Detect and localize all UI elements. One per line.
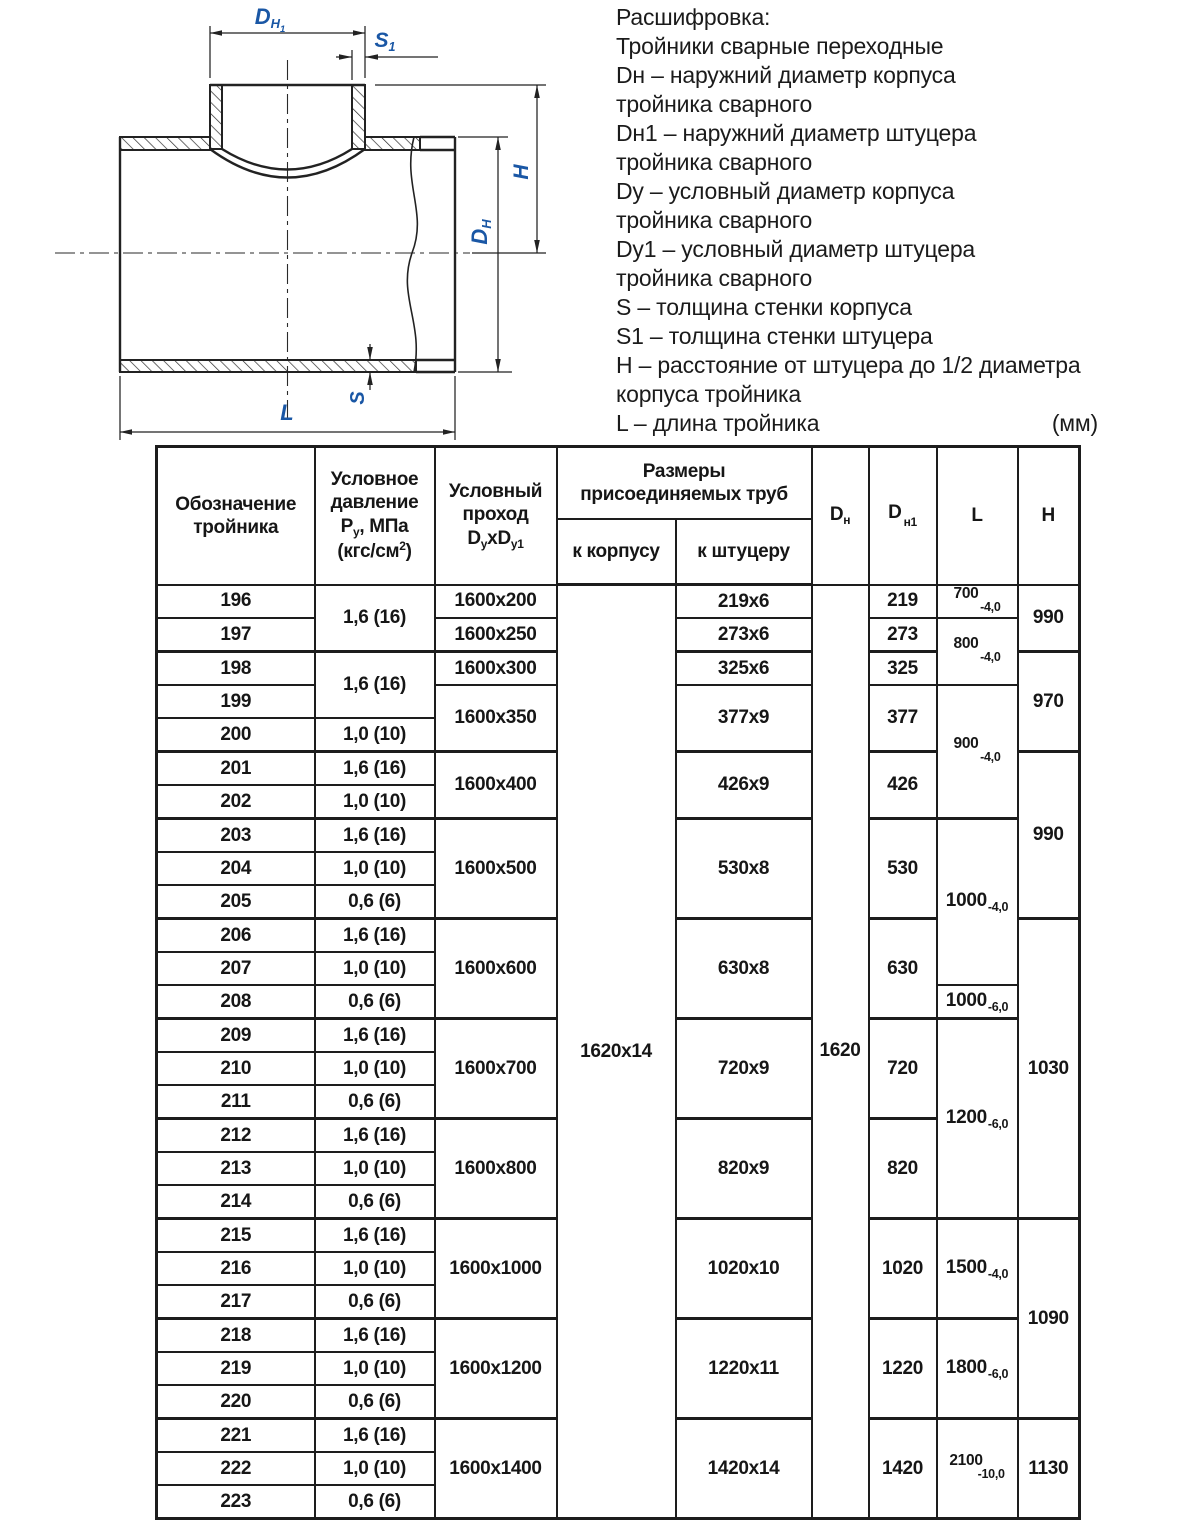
cell-designation-206: 206 <box>157 919 315 953</box>
cell-to_stub-215: 1020x10 <box>676 1219 812 1319</box>
cell-designation-220: 220 <box>157 1385 315 1419</box>
cell-passage-206: 1600x600 <box>435 919 557 1019</box>
table-row-196 <box>157 585 1080 619</box>
cell-designation-215: 215 <box>157 1219 315 1253</box>
cell-pressure-210: 1,0 (10) <box>315 1052 435 1085</box>
cell-to_stub-199: 377x9 <box>676 685 812 752</box>
cell-to_stub-196: 219x6 <box>676 585 812 619</box>
cell-dn1-206: 630 <box>869 919 937 1019</box>
cell-designation-199: 199 <box>157 685 315 718</box>
cell-pressure-207: 1,0 (10) <box>315 952 435 985</box>
label-h: H <box>510 164 533 180</box>
legend-line: Расшифровка: <box>616 4 771 30</box>
legend-line: Тройники сварные переходные <box>616 33 944 59</box>
cell-dn1-215: 1020 <box>869 1219 937 1319</box>
cell-designation-198: 198 <box>157 652 315 686</box>
header-passage: Условный проход $D_уxD_{у1}$ <box>435 447 557 585</box>
cell-designation-205: 205 <box>157 885 315 919</box>
cell-pressure-217: 0,6 (6) <box>315 1285 435 1319</box>
cell-h-196: 990 <box>1018 585 1080 652</box>
cell-l-203 <box>937 819 1018 986</box>
label-dn: DH <box>467 219 494 245</box>
cell-pressure-215: 1,6 (16) <box>315 1219 435 1253</box>
cell-to_stub-206: 630x8 <box>676 919 812 1019</box>
length-with-tolerance: 900 -4,0 <box>953 735 1001 764</box>
legend-l-text: L – длина тройника <box>616 410 820 436</box>
cell-passage-199: 1600x350 <box>435 685 557 752</box>
legend-line: тройника сварного <box>616 149 813 175</box>
cell-h-215: 1090 <box>1018 1219 1080 1419</box>
cell-pressure-216: 1,0 (10) <box>315 1252 435 1285</box>
cell-to_stub-197: 273x6 <box>676 618 812 652</box>
length-with-tolerance: $1500_{-4,0}$ <box>945 1256 1009 1281</box>
header-pressure: Условное давление $P_у$, МПа $(кгс/см^2)$ <box>315 447 435 585</box>
label-l: L <box>280 400 294 425</box>
cell-dn1-201: 426 <box>869 752 937 819</box>
cell-dn1-221: 1420 <box>869 1419 937 1519</box>
cell-pressure-208: 0,6 (6) <box>315 985 435 1019</box>
spec-table-body <box>157 585 1080 1519</box>
cell-passage-196: 1600x200 <box>435 585 557 619</box>
cell-pressure-204: 1,0 (10) <box>315 852 435 885</box>
cell-dn1-209: 720 <box>869 1019 937 1119</box>
cell-to_stub-212: 820x9 <box>676 1119 812 1219</box>
cell-h-206: 1030 <box>1018 919 1080 1219</box>
cell-designation-209: 209 <box>157 1019 315 1053</box>
cell-passage-198: 1600x300 <box>435 652 557 686</box>
cell-to_stub-198: 325x6 <box>676 652 812 686</box>
legend-line: тройника сварного <box>616 265 813 291</box>
cell-h-221: 1130 <box>1018 1419 1080 1519</box>
label-s: S <box>347 391 369 405</box>
cell-pressure-206: 1,6 (16) <box>315 919 435 953</box>
cell-l-197 <box>937 618 1018 685</box>
cell-l-208 <box>937 985 1018 1019</box>
cell-designation-221: 221 <box>157 1419 315 1453</box>
cell-dn-196: 1620 <box>812 585 869 1519</box>
label-dn1: DH1 <box>254 4 286 35</box>
cell-pressure-221: 1,6 (16) <box>315 1419 435 1453</box>
header-l: L <box>937 447 1018 585</box>
cell-l-218 <box>937 1319 1018 1419</box>
legend-units: (мм) <box>1051 410 1098 436</box>
legend-line <box>616 409 1098 438</box>
cell-passage-218: 1600x1200 <box>435 1319 557 1419</box>
cell-designation-222: 222 <box>157 1452 315 1485</box>
cell-l-221 <box>937 1419 1018 1519</box>
legend-line: S – толщина стенки корпуса <box>616 294 912 320</box>
cell-h-201: 990 <box>1018 752 1080 919</box>
cell-pressure-222: 1,0 (10) <box>315 1452 435 1485</box>
cell-to_body-196: 1620x14 <box>557 585 676 1519</box>
cell-pressure-202: 1,0 (10) <box>315 785 435 819</box>
legend-line: Dy1 – условный диаметр штуцера <box>616 236 976 262</box>
header-designation: Обозначение тройника <box>157 447 315 585</box>
legend-line: Dy – условный диаметр корпуса <box>616 178 955 204</box>
legend-line: H – расстояние от штуцера до 1/2 диаметра <box>616 352 1081 378</box>
cell-to_stub-221: 1420x14 <box>676 1419 812 1519</box>
header-to-stub: к штуцеру <box>676 519 812 585</box>
cell-dn1-218: 1220 <box>869 1319 937 1419</box>
cell-designation-208: 208 <box>157 985 315 1019</box>
cell-l-196 <box>937 585 1018 619</box>
legend-line: S1 – толщина стенки штуцера <box>616 323 933 349</box>
cell-pressure-223: 0,6 (6) <box>315 1485 435 1519</box>
length-with-tolerance: 2100 -10,0 <box>949 1452 1005 1481</box>
legend-line: Dн – наружний диаметр корпуса <box>616 62 956 88</box>
cell-dn1-198: 325 <box>869 652 937 686</box>
cell-designation-217: 217 <box>157 1285 315 1319</box>
cell-designation-223: 223 <box>157 1485 315 1519</box>
header-dn1: D $_{н1}$ <box>869 447 937 585</box>
cell-designation-207: 207 <box>157 952 315 985</box>
cell-dn1-197: 273 <box>869 618 937 652</box>
cell-l-199 <box>937 685 1018 819</box>
length-with-tolerance: $1000_{-4,0}$ <box>945 890 1009 915</box>
legend-line: Dн1 – наружний диаметр штуцера <box>616 120 977 146</box>
cell-designation-214: 214 <box>157 1185 315 1219</box>
spec-table <box>155 445 1081 1520</box>
cell-dn1-203: 530 <box>869 819 937 919</box>
cell-passage-197: 1600x250 <box>435 618 557 652</box>
cell-designation-211: 211 <box>157 1085 315 1119</box>
cell-pressure-218: 1,6 (16) <box>315 1319 435 1353</box>
cell-passage-209: 1600x700 <box>435 1019 557 1119</box>
pipe-break-line <box>407 137 417 372</box>
header-to-body: к корпусу <box>557 519 676 585</box>
cell-passage-201: 1600x400 <box>435 752 557 819</box>
cell-to_stub-203: 530x8 <box>676 819 812 919</box>
cell-to_stub-218: 1220x11 <box>676 1319 812 1419</box>
cell-l-209 <box>937 1019 1018 1219</box>
cell-pressure-211: 0,6 (6) <box>315 1085 435 1119</box>
pipe-walls <box>120 85 420 372</box>
cell-l-215 <box>937 1219 1018 1319</box>
cell-passage-215: 1600x1000 <box>435 1219 557 1319</box>
cell-designation-200: 200 <box>157 718 315 752</box>
length-with-tolerance: $1000_{-6,0}$ <box>945 989 1009 1014</box>
header-pipes-group: Размеры присоединяемых труб <box>557 447 812 519</box>
legend-line: тройника сварного <box>616 91 813 117</box>
cell-pressure-205: 0,6 (6) <box>315 885 435 919</box>
cell-passage-221: 1600x1400 <box>435 1419 557 1519</box>
cell-designation-212: 212 <box>157 1119 315 1153</box>
cell-pressure-209: 1,6 (16) <box>315 1019 435 1053</box>
cell-designation-203: 203 <box>157 819 315 853</box>
cell-pressure-196: 1,6 (16) <box>315 585 435 652</box>
cell-h-198: 970 <box>1018 652 1080 752</box>
cell-to_stub-201: 426x9 <box>676 752 812 819</box>
cell-pressure-203: 1,6 (16) <box>315 819 435 853</box>
header-h: H <box>1018 447 1080 585</box>
cell-pressure-220: 0,6 (6) <box>315 1385 435 1419</box>
label-s1: S1 <box>374 29 396 54</box>
cell-pressure-198: 1,6 (16) <box>315 652 435 719</box>
tee-drawing <box>40 0 600 445</box>
cell-designation-201: 201 <box>157 752 315 786</box>
cell-pressure-213: 1,0 (10) <box>315 1152 435 1185</box>
cell-designation-196: 196 <box>157 585 315 619</box>
cell-passage-212: 1600x800 <box>435 1119 557 1219</box>
spec-table-wrap <box>155 445 1081 1520</box>
cell-designation-213: 213 <box>157 1152 315 1185</box>
cell-to_stub-209: 720x9 <box>676 1019 812 1119</box>
legend <box>616 3 1098 438</box>
cell-dn1-196: 219 <box>869 585 937 619</box>
cell-designation-216: 216 <box>157 1252 315 1285</box>
cell-designation-202: 202 <box>157 785 315 819</box>
cell-designation-219: 219 <box>157 1352 315 1385</box>
legend-line: корпуса тройника <box>616 381 801 407</box>
length-with-tolerance: $1800_{-6,0}$ <box>945 1356 1009 1381</box>
cell-designation-204: 204 <box>157 852 315 885</box>
cell-pressure-212: 1,6 (16) <box>315 1119 435 1153</box>
legend-line: тройника сварного <box>616 207 813 233</box>
spec-table-header <box>157 447 1080 585</box>
length-with-tolerance: 800 -4,0 <box>953 635 1001 664</box>
cell-designation-218: 218 <box>157 1319 315 1353</box>
cell-dn1-199: 377 <box>869 685 937 752</box>
cell-designation-210: 210 <box>157 1052 315 1085</box>
cell-passage-203: 1600x500 <box>435 819 557 919</box>
cell-pressure-214: 0,6 (6) <box>315 1185 435 1219</box>
header-dn: $D_н$ <box>812 447 869 585</box>
cell-pressure-201: 1,6 (16) <box>315 752 435 786</box>
cell-dn1-212: 820 <box>869 1119 937 1219</box>
cell-designation-197: 197 <box>157 618 315 652</box>
length-with-tolerance: 700 -4,0 <box>953 584 1001 614</box>
cell-pressure-200: 1,0 (10) <box>315 718 435 752</box>
length-with-tolerance: $1200_{-6,0}$ <box>945 1106 1009 1131</box>
cell-pressure-219: 1,0 (10) <box>315 1352 435 1385</box>
